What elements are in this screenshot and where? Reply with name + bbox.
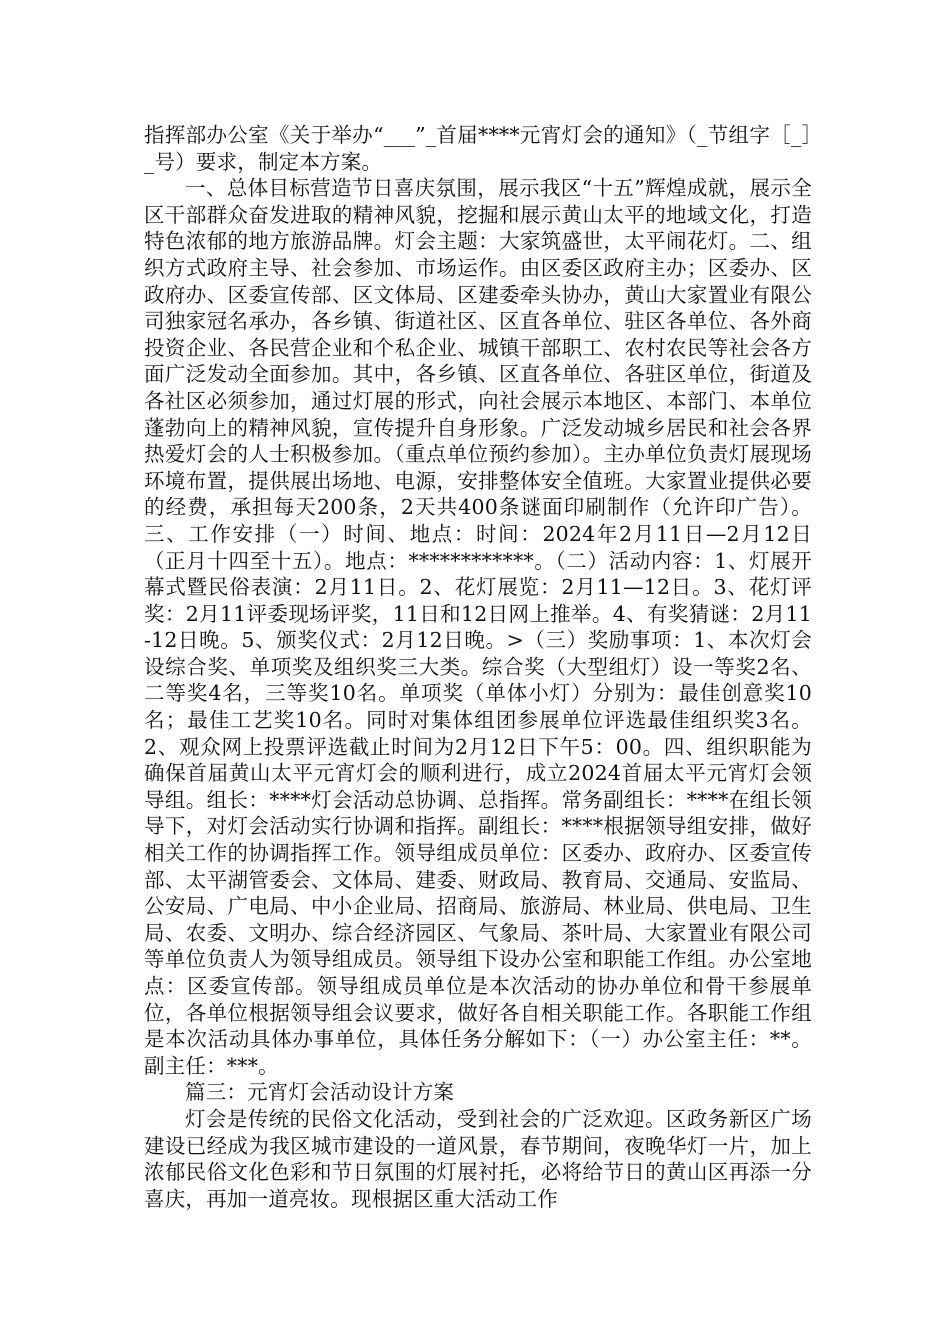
document-body: [144, 122, 812, 1212]
paragraph-continuation: 指挥部办公室《关于举办“___”_首届****元宵灯会的通知》（_节组字［_］_号）要求，制定本方案。: [144, 123, 812, 174]
paragraph-intro: 灯会是传统的民俗文化活动，受到社会的广泛欢迎。区政务新区广场建设已经成为我区城市建设的一道风景，春节期间，夜晚华灯一片，加上浓郁民俗文化色彩和节日氛围的灯展衬托，必将给节日的黄山区再添一分喜庆，再加一道亮妆。现根据区重大活动工作: [144, 1106, 812, 1211]
paragraph-main-plan: 一、总体目标营造节日喜庆氛围，展示我区“十五”辉煌成就，展示全区干部群众奋发进取的精神风貌，挖掘和展示黄山太平的地域文化，打造特色浓郁的地方旅游品牌。灯会主题：大家筑盛世，太平闹花灯。二、组织方式政府主导、社会参加、市场运作。由区委区政府主办；区委办、区政府办、区委宣传部、区文体局、区建委牵头协办，黄山大家置业有限公司独家冠名承办，各乡镇、街道社区、区直各单位、驻区各单位、各外商投资企业、各民营企业和个私企业、城镇干部职工、农村农民等社会各方面广泛发动全面参加。其中，各乡镇、区直各单位、各驻区单位，街道及各社区必须参加，通过灯展的形式，向社会展示本地区、本部门、本单位蓬勃向上的精神风貌，宣传提升自身形象。广泛发动城乡居民和社会各界热爱灯会的人士积极参加。（重点单位预约参加）。主办单位负责灯展现场环境布置，提供展出场地、电源，安排整体安全值班。大家置业提供必要的经费，承担每天200条，2天共400条谜面印刷制作（允许印广告）。三、工作安排（一）时间、地点：时间：2024年2月11日—2月12日（正月十四至十五）。地点：************。（二）活动内容：1、灯展开幕式暨民俗表演：2月11日。2、花灯展览：2月11—12日。3、花灯评奖：2月11评委现场评奖，11日和12日网上推举。4、有奖猜谜：2月11-12日晚。5、颁奖仪式：2月12日晚。>（三）奖励事项：1、本次灯会设综合奖、单项奖及组织奖三大类。综合奖（大型组灯）设一等奖2名、二等奖4名，三等奖10名。单项奖（单体小灯）分别为：最佳创意奖10名；最佳工艺奖10名。同时对集体组团参展单位评选最佳组织奖3名。2、观众网上投票评选截止时间为2月12日下午5：00。四、组织职能为确保首届黄山太平元宵灯会的顺利进行，成立2024首届太平元宵灯会领导组。组长：****灯会活动总协调、总指挥。常务副组长：****在组长领导下，对灯会活动实行协调和指挥。副组长：****根据领导组安排，做好相关工作的协调指挥工作。领导组成员单位：区委办、政府办、区委宣传部、太平湖管委会、文体局、建委、财政局、教育局、交通局、安监局、公安局、广电局、中小企业局、招商局、旅游局、林业局、供电局、卫生局、农委、文明办、综合经济园区、气象局、茶叶局、大家置业有限公司等单位负责人为领导组成员。领导组下设办公室和职能工作组。办公室地点：区委宣传部。领导组成员单位是本次活动的协办单位和骨干参展单位，各单位根据领导组会议要求，做好各自相关职能工作。各职能工作组是本次活动具体办事单位，具体任务分解如下：（一）办公室主任：**。副主任：***。: [144, 176, 812, 1078]
section-heading: 篇三：元宵灯会活动设计方案: [185, 1080, 455, 1105]
